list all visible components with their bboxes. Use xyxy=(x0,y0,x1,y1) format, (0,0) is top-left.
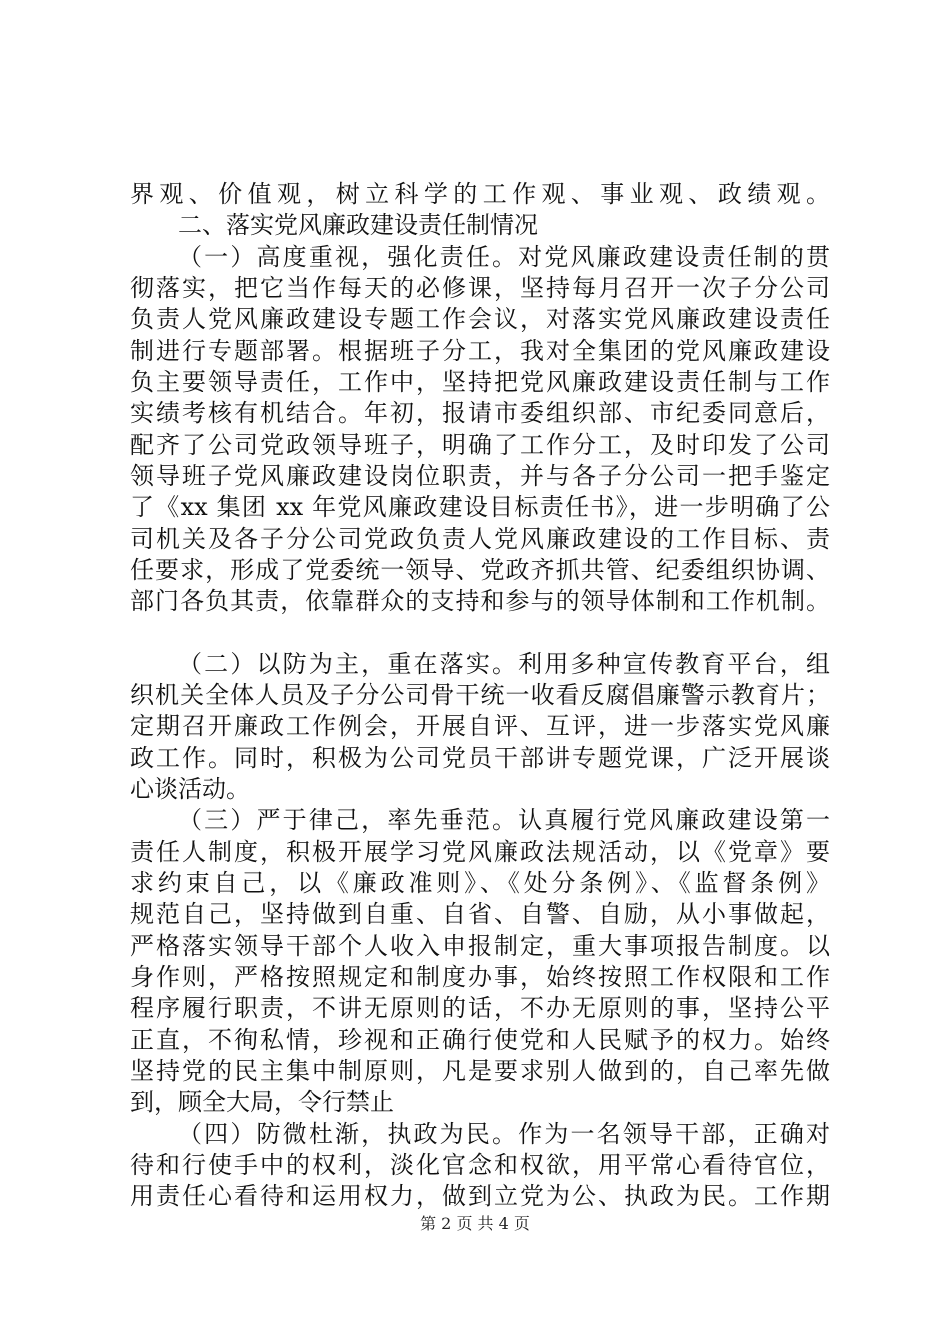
paragraph-3-line: 程序履行职责，不讲无原则的话，不办无原则的事，坚持公平 xyxy=(130,994,830,1022)
paragraph-4-line: 待和行使手中的权利，淡化官念和权欲，用平常心看待官位， xyxy=(130,1151,830,1179)
paragraph-3-line: 严格落实领导干部个人收入申报制定，重大事项报告制度。以 xyxy=(130,932,830,960)
paragraph-3-line: （三）严于律己，率先垂范。认真履行党风廉政建设第一 xyxy=(178,806,830,834)
paragraph-3-line: 规范自己，坚持做到自重、自省、自警、自励，从小事做起， xyxy=(130,900,830,928)
paragraph-1-line: 领导班子党风廉政建设岗位职责，并与各子分公司一把手鉴定 xyxy=(130,462,830,490)
paragraph-1-line: 实绩考核有机结合。年初，报请市委组织部、市纪委同意后， xyxy=(130,399,830,427)
paragraph-2-line: 政工作。同时，积极为公司党员干部讲专题党课，广泛开展谈 xyxy=(130,744,830,772)
paragraph-1-line: （一）高度重视，强化责任。对党风廉政建设责任制的贯 xyxy=(178,243,830,271)
paragraph-1-line: 负责人党风廉政建设专题工作会议，对落实党风廉政建设责任 xyxy=(130,305,830,333)
paragraph-3-line: 责任人制度，积极开展学习党风廉政法规活动，以《党章》要 xyxy=(130,838,830,866)
paragraph-2-line: 织机关全体人员及子分公司骨干统一收看反腐倡廉警示教育片； xyxy=(130,681,830,709)
paragraph-2-line: 心谈活动。 xyxy=(130,775,250,803)
paragraph-1-line: 负主要领导责任，工作中，坚持把党风廉政建设责任制与工作 xyxy=(130,368,830,396)
paragraph-3-line: 求约束自己，以《廉政准则》、《处分条例》、《监督条例》 xyxy=(130,869,830,897)
body-line: 界观、价值观，树立科学的工作观、事业观、政绩观。 xyxy=(130,180,830,208)
paragraph-1-line: 了《xx 集团 xx 年党风廉政建设目标责任书》，进一步明确了公 xyxy=(130,493,830,521)
paragraph-1-line: 制进行专题部署。根据班子分工，我对全集团的党风廉政建设 xyxy=(130,337,830,365)
paragraph-1-line: 部门各负其责，依靠群众的支持和参与的领导体制和工作机制。 xyxy=(130,587,830,615)
paragraph-1-line: 彻落实，把它当作每天的必修课，坚持每月召开一次子分公司 xyxy=(130,274,830,302)
section-heading: 二、落实党风廉政建设责任制情况 xyxy=(178,211,538,239)
paragraph-3-line: 正直，不徇私情，珍视和正确行使党和人民赋予的权力。始终 xyxy=(130,1026,830,1054)
paragraph-1-line: 司机关及各子分公司党政负责人党风廉政建设的工作目标、责 xyxy=(130,525,830,553)
paragraph-1-line: 配齐了公司党政领导班子，明确了工作分工，及时印发了公司 xyxy=(130,431,830,459)
paragraph-2-line: 定期召开廉政工作例会，开展自评、互评，进一步落实党风廉 xyxy=(130,712,830,740)
paragraph-3-line: 坚持党的民主集中制原则，凡是要求别人做到的，自己率先做 xyxy=(130,1057,830,1085)
paragraph-4-line: 用责任心看待和运用权力，做到立党为公、执政为民。工作期 xyxy=(130,1182,830,1210)
page-number-footer: 第 2 页 共 4 页 xyxy=(420,1214,530,1233)
paragraph-3-line: 到，顾全大局，令行禁止 xyxy=(130,1088,394,1116)
paragraph-4-line: （四）防微杜渐，执政为民。作为一名领导干部，正确对 xyxy=(178,1120,830,1148)
paragraph-3-line: 身作则，严格按照规定和制度办事，始终按照工作权限和工作 xyxy=(130,963,830,991)
paragraph-1-line: 任要求，形成了党委统一领导、党政齐抓共管、纪委组织协调、 xyxy=(130,556,830,584)
paragraph-2-line: （二）以防为主，重在落实。利用多种宣传教育平台，组 xyxy=(178,650,830,678)
